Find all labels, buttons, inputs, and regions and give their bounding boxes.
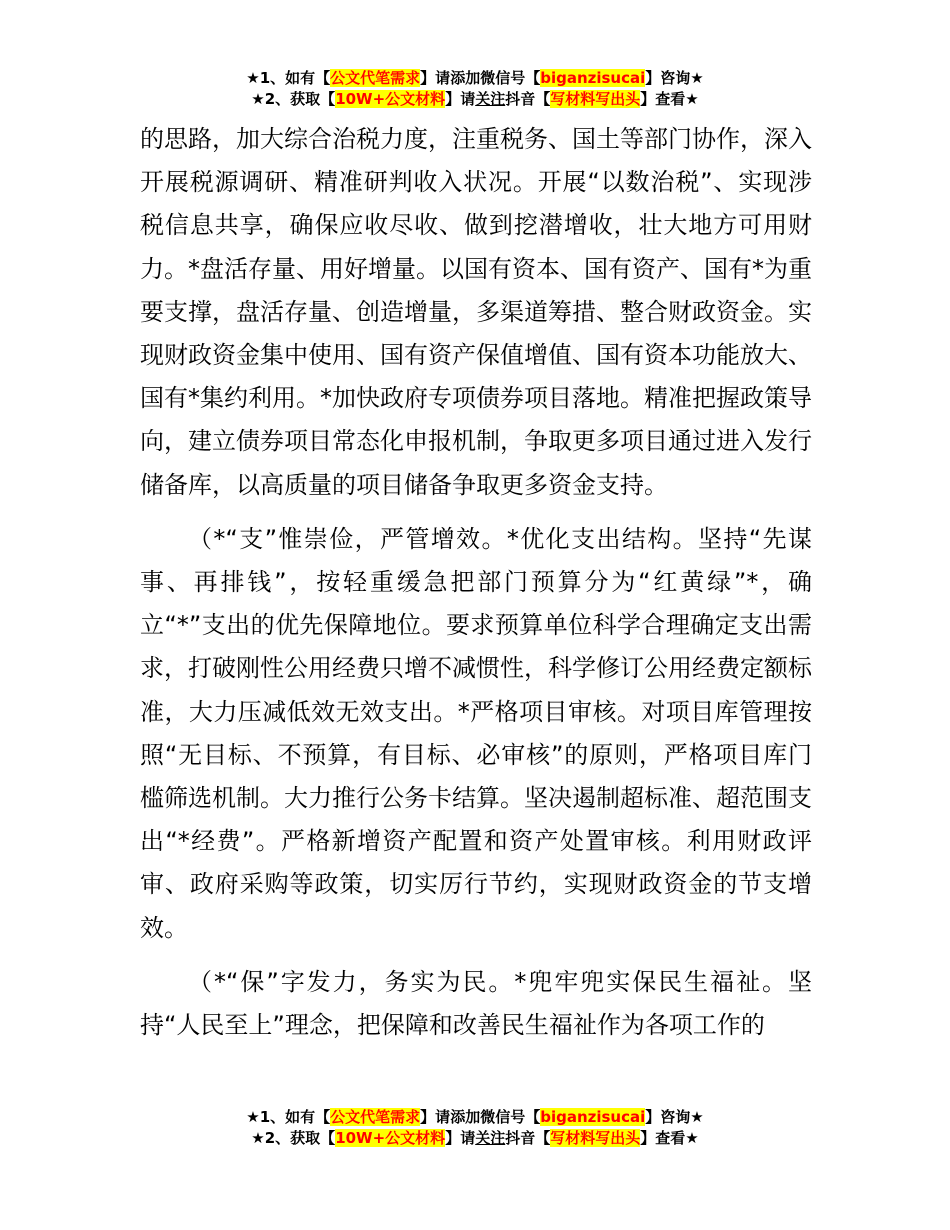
footer-line-1-prefix: ★1、如有【 — [246, 1108, 331, 1126]
service-highlight: 公文代笔需求 — [330, 69, 421, 87]
header-line-1-prefix: ★1、如有【 — [246, 69, 331, 87]
footer-line-2-underlined: 关注 — [475, 1129, 506, 1147]
footer-line-2-suffix: 】查看★ — [640, 1129, 699, 1147]
body-paragraph: （*“保”字发力，务实为民。*兜牢兜实保民生福祉。坚持“人民至上”理念，把保障和改善民生福祉作为各项工作的 — [140, 967, 812, 1040]
header-line-1-text: 微信号【 — [480, 69, 541, 87]
materials-highlight: 10W+公文材料 — [335, 1129, 446, 1147]
document-body — [140, 118, 812, 1047]
service-highlight: 公文代笔需求 — [330, 1108, 421, 1126]
header-line-2-text: 抖音【 — [505, 90, 551, 108]
materials-highlight: 10W+公文材料 — [335, 90, 446, 108]
header-line-2-text: 】请 — [445, 90, 476, 108]
footer-banner — [0, 1107, 950, 1149]
header-line-2-underlined: 关注 — [475, 90, 506, 108]
douyin-account-highlight: 写材料写出头 — [550, 90, 641, 108]
header-line-2-prefix: ★2、获取【 — [251, 90, 336, 108]
header-line-1 — [0, 68, 950, 89]
body-paragraph: （*“支”惟崇俭，严管增效。*优化支出结构。坚持“先谋事、再排钱”，按轻重缓急把部门预算分为“红黄绿”*，确立“*”支出的优先保障地位。要求预算单位科学合理确定支出需求，打破刚性公用经费只增不减惯性，科学修订公用经费定额标准，大力压减低效无效支出。*严格项目审核。对项目库管理按照“无目标、不预算，有目标、必审核”的原则，严格项目库门槛筛选机制。大力推行公务卡结算。坚决遏制超标准、超范围支出“*经费”。严格新增资产配置和资产处置审核。利用财政评审、政府采购等政策，切实厉行节约，实现财政资金的节支增效。 — [140, 524, 812, 942]
wechat-id-highlight: biganzisucai — [540, 69, 646, 87]
body-paragraph: 的思路，加大综合治税力度，注重税务、国土等部门协作，深入开展税源调研、精准研判收入状况。开展“以数治税”、实现涉税信息共享，确保应收尽收、做到挖潜增收，壮大地方可用财力。*盘活存量、用好增量。以国有资本、国有资产、国有*为重要支撑，盘活存量、创造增量，多渠道筹措、整合财政资金。实现财政资金集中使用、国有资产保值增值、国有资本功能放大、国有*集约利用。*加快政府专项债券项目落地。精准把握政策导向，建立债券项目常态化申报机制，争取更多项目通过进入发行储备库，以高质量的项目储备争取更多资金支持。 — [140, 125, 812, 499]
footer-line-1-suffix: 】咨询★ — [645, 1108, 704, 1126]
footer-line-1-text: 微信号【 — [480, 1108, 541, 1126]
wechat-id-highlight: biganzisucai — [540, 1108, 646, 1126]
footer-line-2-text: 抖音【 — [505, 1129, 551, 1147]
header-banner — [0, 68, 950, 110]
douyin-account-highlight: 写材料写出头 — [550, 1129, 641, 1147]
header-line-1-emphasis: 添加 — [450, 69, 481, 87]
header-line-2 — [0, 89, 950, 110]
footer-line-2 — [0, 1128, 950, 1149]
footer-line-2-text: 】请 — [445, 1129, 476, 1147]
header-line-1-text: 】请 — [420, 69, 451, 87]
footer-line-1 — [0, 1107, 950, 1128]
header-line-1-suffix: 】咨询★ — [645, 69, 704, 87]
footer-line-2-prefix: ★2、获取【 — [251, 1129, 336, 1147]
header-line-2-suffix: 】查看★ — [640, 90, 699, 108]
footer-line-1-text: 】请 — [420, 1108, 451, 1126]
footer-line-1-emphasis: 添加 — [450, 1108, 481, 1126]
